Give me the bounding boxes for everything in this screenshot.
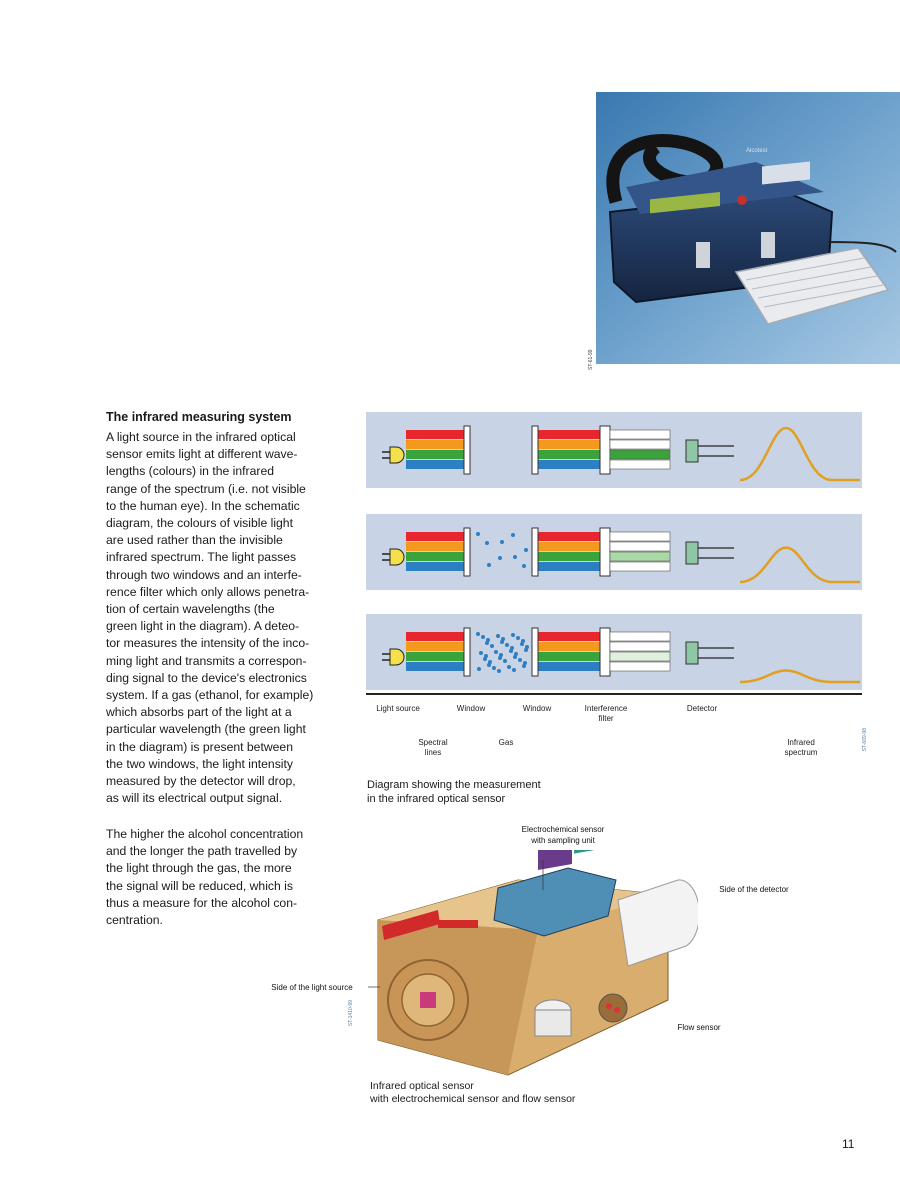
window-2	[532, 528, 538, 576]
gas-particle	[497, 669, 501, 673]
gas-particle	[510, 646, 514, 650]
intro-line: infrared spectrum. The light passes	[106, 550, 297, 565]
intro-line: sensor emits light at different wave-	[106, 447, 298, 462]
spectral-band	[406, 450, 464, 459]
filtered-band	[610, 642, 670, 651]
section-heading: The infrared measuring system	[106, 410, 292, 424]
filtered-band	[610, 460, 670, 469]
label-spectrum-line2: spectrum	[784, 748, 818, 757]
sensor-illustration	[368, 825, 698, 1080]
intro-line: as will its electrical output signal.	[106, 791, 283, 806]
para2-line: and the longer the path travelled by	[106, 844, 298, 859]
label-filter-line2: filter	[598, 714, 614, 723]
spectral-band	[406, 430, 464, 439]
gas-particle	[525, 645, 529, 649]
intro-line: tor measures the intensity of the inco-	[106, 636, 310, 651]
filtered-band	[610, 662, 670, 671]
schematic-caption-line2: in the infrared optical sensor	[367, 793, 506, 805]
gas-particle	[476, 632, 480, 636]
light-source-bulb	[390, 447, 404, 463]
spectral-band	[538, 562, 600, 571]
schematic-caption-line1: Diagram showing the measurement	[367, 779, 541, 791]
intro-line: ding signal to the device's electronics	[106, 670, 307, 685]
label-spectral-line2: lines	[424, 748, 442, 757]
label-light-source-side: Side of the light source	[271, 983, 353, 992]
intro-line: A light source in the infrared optical	[106, 430, 296, 444]
intro-line: range of the spectrum (i.e. not visible	[106, 481, 306, 496]
spectral-band	[538, 542, 600, 551]
sensor-caption-line2: with electrochemical sensor and flow sensor	[370, 1093, 576, 1105]
label-spectral-line1: Spectral	[418, 738, 448, 747]
spectral-band	[538, 662, 600, 671]
window-2	[532, 426, 538, 474]
spectral-band	[538, 440, 600, 449]
sensor-code: ST-1410-99	[348, 1000, 354, 1027]
label-infrared-spectrum	[768, 738, 834, 758]
gas-particle	[507, 665, 511, 669]
interference-filter	[600, 528, 610, 576]
filtered-band	[610, 440, 670, 449]
label-window-2: Window	[522, 704, 552, 713]
gas-particle	[498, 556, 502, 560]
label-spectrum-line1: Infrared	[787, 738, 815, 747]
spectral-band	[538, 632, 600, 641]
label-interference-filter	[572, 704, 640, 724]
label-filter-line1: Interference	[584, 704, 628, 713]
light-source-bulb	[390, 549, 404, 565]
spectral-band	[406, 652, 464, 661]
filtered-band	[610, 632, 670, 641]
spectral-band	[538, 430, 600, 439]
gas-particle	[496, 634, 500, 638]
filtered-band	[610, 562, 670, 571]
intro-line: the two windows, the light intensity	[106, 756, 293, 771]
gas-particle	[499, 653, 503, 657]
intro-line: ming light and transmits a correspon-	[106, 653, 307, 668]
spectral-band	[406, 552, 464, 561]
label-flow-sensor: Flow sensor	[677, 1023, 721, 1032]
intro-line: are used rather than the invisible	[106, 533, 283, 548]
breathalyzer-photo	[596, 92, 900, 364]
para2-line: thus a measure for the alcohol con-	[106, 895, 298, 910]
filtered-band	[610, 430, 670, 439]
label-light-source: Light source	[376, 704, 420, 713]
intro-line: through two windows and an interfe-	[106, 567, 302, 582]
sensor-caption-line1: Infrared optical sensor	[370, 1080, 474, 1092]
schematic-caption	[367, 778, 667, 806]
spectral-band	[538, 642, 600, 651]
filtered-band	[610, 532, 670, 541]
spectral-band	[406, 532, 464, 541]
intro-line: which absorbs part of the light at a	[106, 705, 292, 720]
spectral-band	[538, 652, 600, 661]
breathalyzer-photo-svg	[596, 92, 900, 364]
window-1	[464, 426, 470, 474]
sensor-caption	[370, 1080, 690, 1106]
gas-particle	[494, 650, 498, 654]
gas-particle	[476, 532, 480, 536]
filtered-band	[610, 450, 670, 459]
gas-particle	[479, 651, 483, 655]
gas-particle	[481, 635, 485, 639]
gas-particle	[523, 661, 527, 665]
label-spectral-lines	[406, 738, 460, 758]
para2-line: The higher the alcohol concentration	[106, 827, 304, 841]
label-gas: Gas	[498, 738, 514, 747]
intro-line: rence filter which only allows penetra-	[106, 584, 310, 599]
gas-particle	[516, 636, 520, 640]
gas-particle	[522, 564, 526, 568]
gas-particle	[512, 668, 516, 672]
label-electrochem-line2: with sampling unit	[531, 836, 595, 845]
gas-particle	[501, 637, 505, 641]
spectral-band	[406, 562, 464, 571]
detector-body	[686, 542, 698, 564]
gas-particle	[487, 563, 491, 567]
infrared-schematic	[366, 412, 862, 772]
label-detector-side: Side of the detector	[719, 885, 789, 894]
intro-line: diagram, the colours of visible light	[106, 516, 293, 531]
intro-line: system. If a gas (ethanol, for example)	[106, 688, 314, 703]
spectral-band	[538, 450, 600, 459]
label-window-1: Window	[456, 704, 486, 713]
label-electrochem-line1: Electrochemical sensor	[521, 825, 605, 834]
gas-particle	[511, 633, 515, 637]
gas-particle	[485, 541, 489, 545]
schematic-svg	[366, 412, 862, 702]
filtered-band	[610, 542, 670, 551]
gas-particle	[524, 548, 528, 552]
light-source-bulb	[390, 649, 404, 665]
label-electrochemical-sensor	[488, 824, 638, 846]
para2-line: centration.	[106, 913, 163, 928]
gas-particle	[505, 643, 509, 647]
gas-particle	[484, 654, 488, 658]
window-1	[464, 528, 470, 576]
spectral-band	[406, 542, 464, 551]
gas-particle	[490, 644, 494, 648]
gas-particle	[488, 660, 492, 664]
spectral-band	[406, 642, 464, 651]
gas-particle	[513, 555, 517, 559]
gas-particle	[477, 667, 481, 671]
gas-particle	[511, 533, 515, 537]
gas-particle	[514, 652, 518, 656]
intro-paragraph	[106, 429, 356, 807]
filtered-band	[610, 552, 670, 561]
second-paragraph	[106, 826, 356, 929]
intro-line: to the human eye). In the schematic	[106, 498, 300, 513]
para2-line: the signal will be reduced, which is	[106, 878, 293, 893]
para2-line: the light through the gas, the more	[106, 861, 292, 876]
spectral-band	[538, 532, 600, 541]
detector-body	[686, 440, 698, 462]
spectral-band	[406, 632, 464, 641]
gas-particle	[486, 638, 490, 642]
window-2	[532, 628, 538, 676]
gas-particle	[503, 659, 507, 663]
intro-line: measured by the detector will drop,	[106, 774, 296, 789]
spectral-band	[406, 662, 464, 671]
intro-line: green light in the diagram). A deteo-	[106, 619, 300, 634]
detector-body	[686, 642, 698, 664]
photo-code: ST-61-99	[588, 349, 594, 370]
sensor-svg	[368, 850, 698, 1080]
device-label: Alcotest	[746, 148, 768, 154]
gas-particle	[492, 666, 496, 670]
page-number: 11	[842, 1137, 855, 1151]
gas-particle	[521, 639, 525, 643]
gas-particle	[518, 658, 522, 662]
interference-filter	[600, 628, 610, 676]
spectral-band	[538, 552, 600, 561]
intro-line: particular wavelength (the green light	[106, 722, 306, 737]
spectral-band	[406, 460, 464, 469]
intro-line: tion of certain wavelengths (the	[106, 602, 275, 617]
spectral-band	[406, 440, 464, 449]
filtered-band	[610, 652, 670, 661]
schematic-code: ST-669-98	[862, 728, 868, 752]
intro-line: lengths (colours) in the infrared	[106, 464, 275, 479]
intro-line: in the diagram) is present between	[106, 739, 293, 754]
window-1	[464, 628, 470, 676]
spectral-band	[538, 460, 600, 469]
label-detector: Detector	[686, 704, 718, 713]
interference-filter	[600, 426, 610, 474]
gas-particle	[500, 540, 504, 544]
